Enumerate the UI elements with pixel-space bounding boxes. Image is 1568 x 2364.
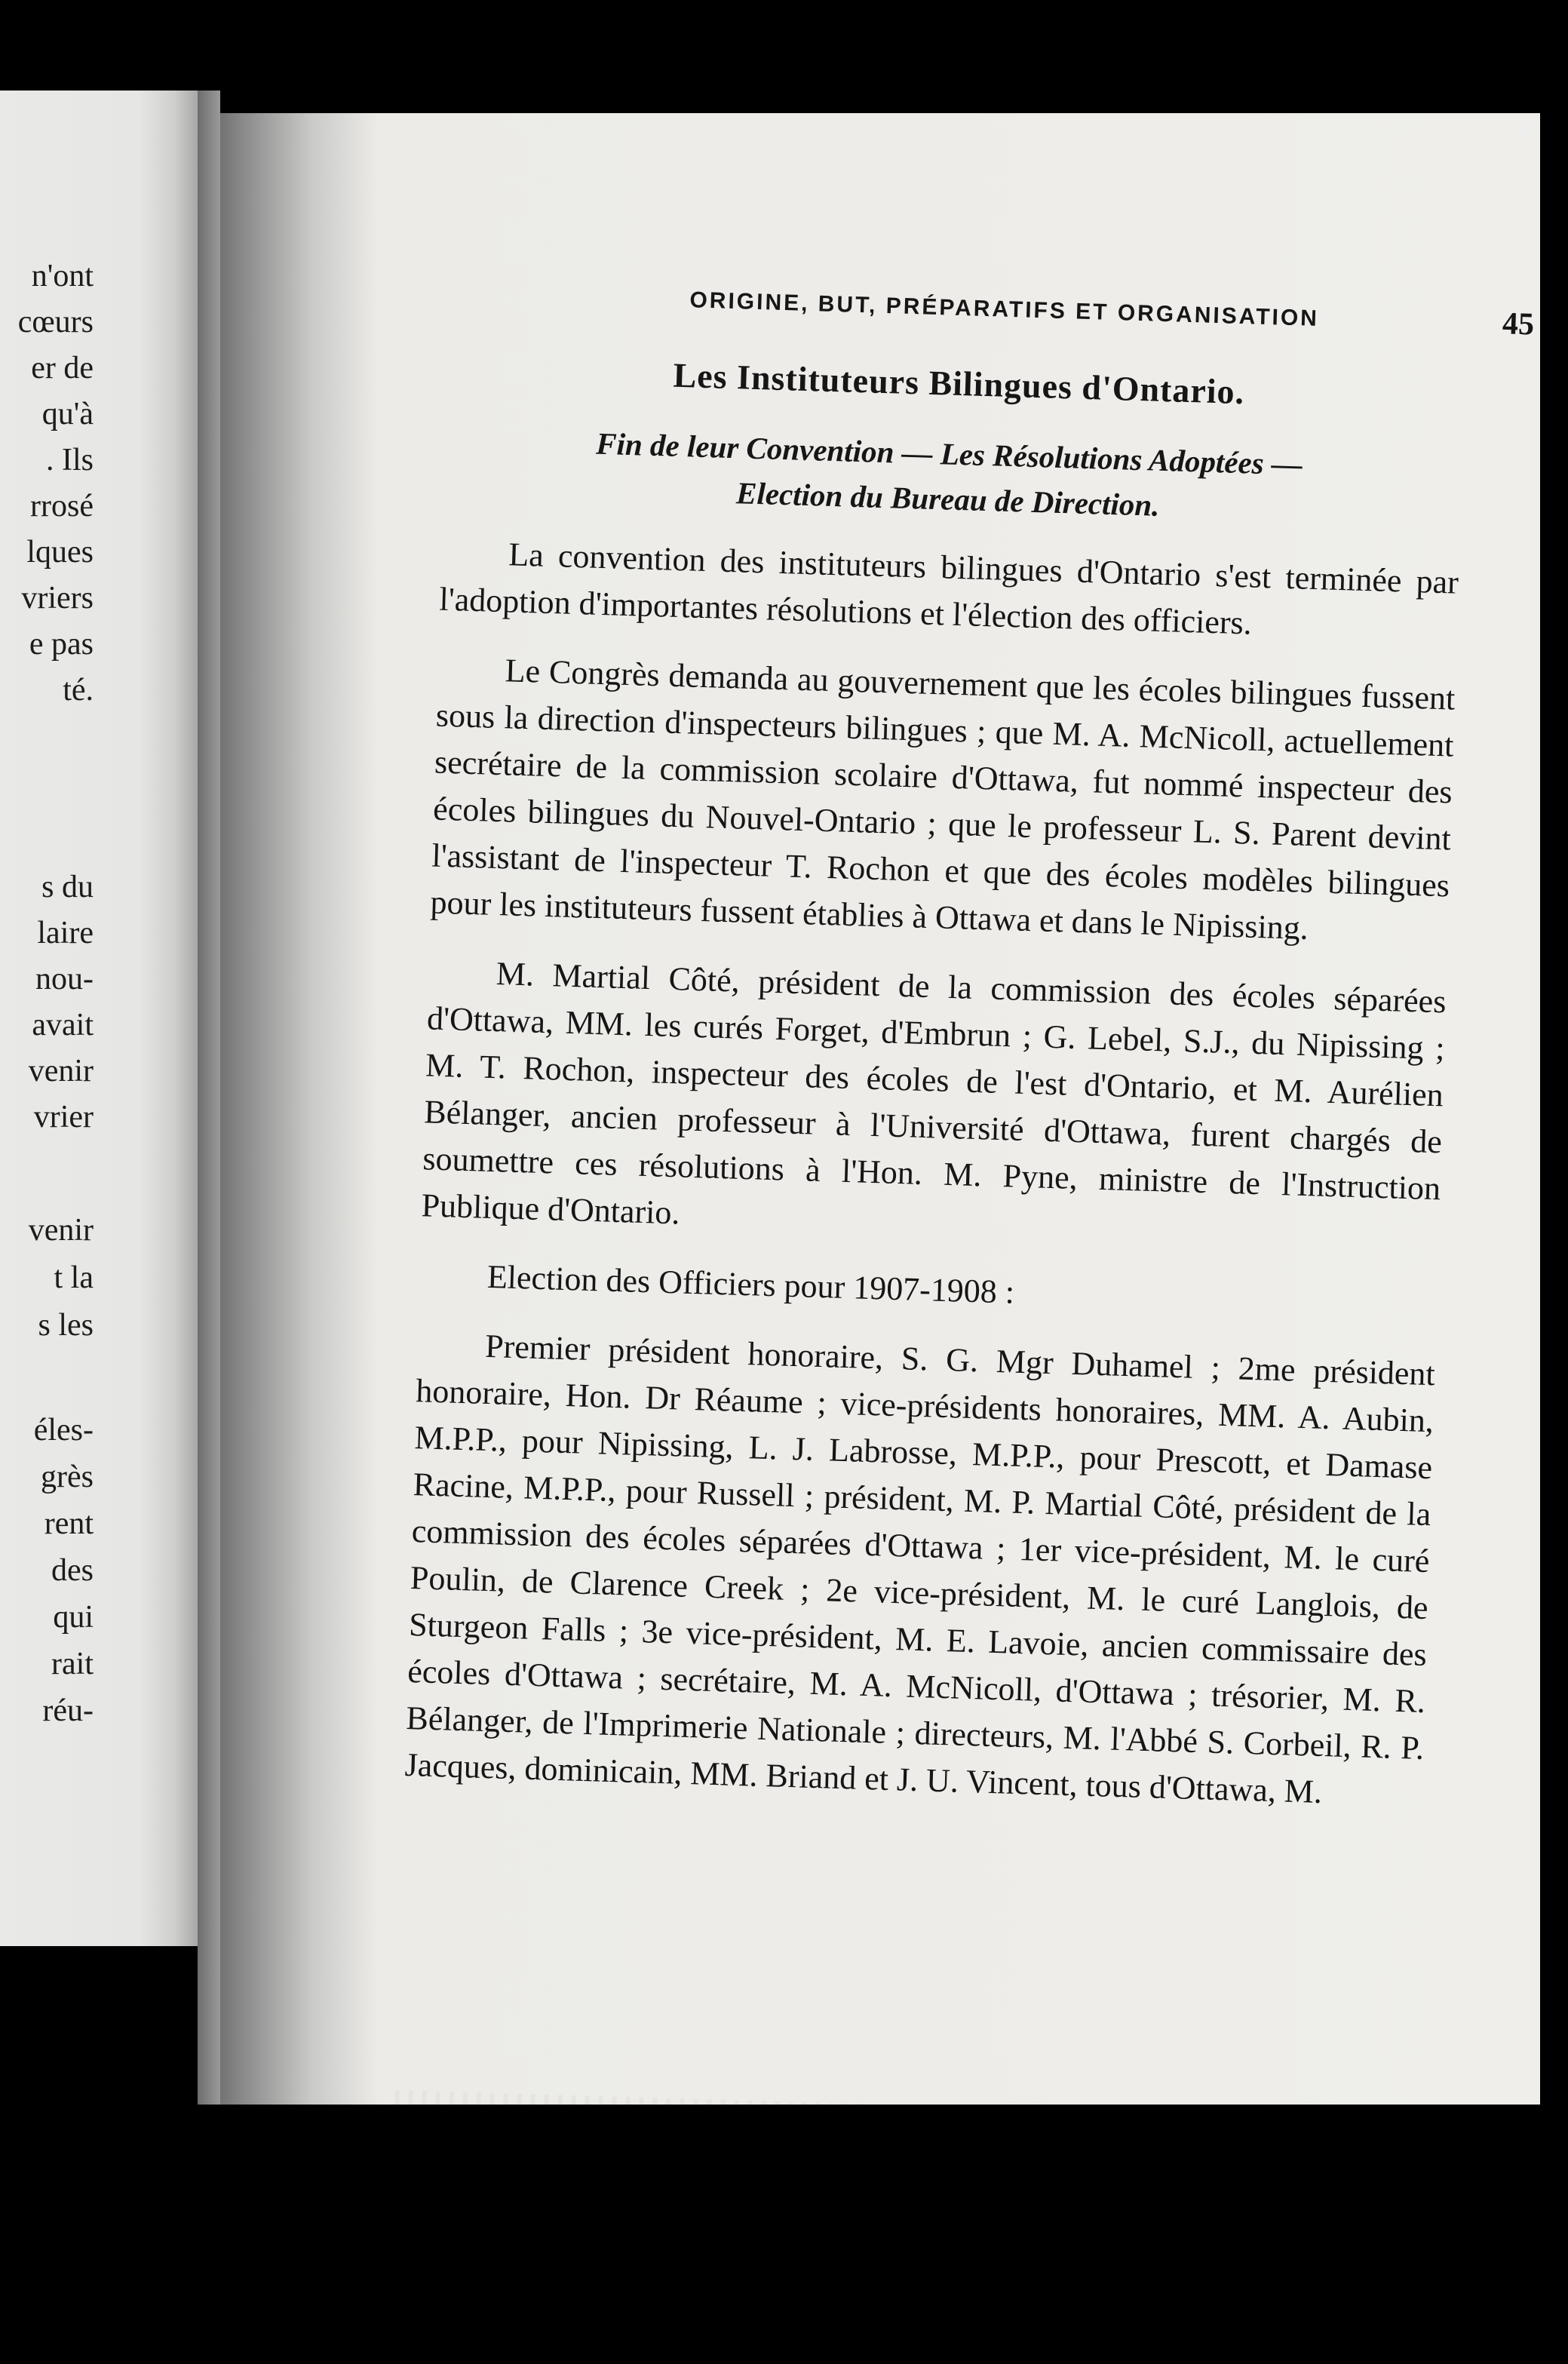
left-page-fragment: vriers [21, 581, 94, 616]
page-smudge [391, 2090, 1375, 2105]
left-page-fragment: avait [32, 1008, 94, 1042]
left-page-fragment: venir [28, 1054, 94, 1088]
article-title: Les Instituteurs Bilingues d'Ontario. [672, 355, 1245, 412]
left-page-fragment: er de [31, 351, 94, 385]
running-head: ORIGINE, BUT, PRÉPARATIFS ET ORGANISATION [689, 287, 1320, 332]
right-page [198, 113, 1540, 2105]
paragraph: Premier président honoraire, S. G. Mgr Duhamel ; 2me président honoraire, Hon. Dr Réaume ; vice-présidents honoraires, MM. A. Aubin, M.P.P., pour Nipissing, L. J. Labrosse, M.P.P., pour Prescott, et Damase Racine, M.P.P., pour Russell ; président, M. P. Martial Côté, président de la commission des écoles séparées d'Ottawa ; 1er vice-président, M. le curé Poulin, de Clarence Creek ; 2e vice-président, M. le curé Langlois, de Sturgeon Falls ; 3e vice-président, M. E. Lavoie, ancien commissaire des écoles d'Ottawa ; secrétaire, M. A. McNicoll, d'Ottawa ; trésorier, M. R. Bélanger, de l'Imprimerie Nationale ; directeurs, M. l'Abbé S. Corbeil, R. P. Jacques, dominicain, MM. Briand et J. U. Vincent, tous d'Ottawa, M. [404, 1327, 1436, 1811]
paragraph: Le Congrès demanda au gouvernement que les écoles bilingues fussent sous la direction d'inspecteurs bilingues ; que M. A. McNicoll, actuellement secrétaire de la commission scolaire d'Ottawa, fut nommé inspecteur des écoles bilingues du Nouvel-Ontario ; que le professeur L. S. Parent devint l'assistant de l'inspecteur T. Rochon et que des écoles modèles bilingues pour les instituteurs fussent établies à Ottawa et dans le Nipissing. [429, 652, 1456, 947]
left-page-fragment: qui [53, 1600, 94, 1635]
left-page-fragment: venir [28, 1213, 94, 1248]
page-number: 45 [1502, 306, 1535, 342]
left-page-fragment: t la [54, 1260, 94, 1295]
left-page-fragment: vrier [33, 1100, 94, 1134]
left-page-fragment: e pas [29, 627, 94, 662]
paragraph-heading: Election des Officiers pour 1907-1908 : [486, 1257, 1015, 1311]
left-page-fragment: n'ont [31, 259, 94, 293]
page-text [244, 113, 1535, 2105]
paragraph: La convention des instituteurs bilingues d'Ontario s'est terminée par l'adoption d'importantes résolutions et l'élection des officiers. [438, 536, 1459, 642]
subtitle-line: Election du Bureau de Direction. [735, 475, 1161, 523]
left-page-fragment: nou- [35, 962, 94, 996]
left-page-fragment: laire [37, 916, 94, 950]
speck [1520, 124, 1529, 138]
left-page-fragment: éles- [33, 1413, 94, 1448]
article-body [404, 530, 1459, 1841]
background [198, 2105, 1568, 2364]
left-page [0, 91, 198, 1946]
left-page-fragment: cœurs [17, 305, 94, 339]
left-page-fragment: lques [26, 535, 94, 570]
article-subtitle [472, 417, 1425, 536]
left-page-fragment: s les [38, 1308, 94, 1343]
paragraph: M. Martial Côté, président de la commission des écoles séparées d'Ottawa, MM. les curés Forget, d'Embrun ; G. Lebel, S.J., du Nipissing ; M. T. Rochon, inspecteur des écoles de l'est d'Ontario, et M. Aurélien Bélanger, ancien professeur à l'Université d'Ottawa, furent chargés de soumettre ces résolutions à l'Hon. M. Pyne, ministre de l'Instruction Publique d'Ontario. [421, 955, 1447, 1232]
left-page-fragment: rait [51, 1647, 94, 1681]
left-page-fragment: . Ils [46, 443, 94, 477]
left-page-fragment: té. [63, 673, 94, 708]
left-page-fragment: réu- [42, 1693, 94, 1728]
subtitle-line: Fin de leur Convention — Les Résolutions Adoptées — [595, 425, 1303, 482]
left-page-fragment: rrosé [30, 489, 94, 523]
left-page-fragment: qu'à [41, 397, 94, 431]
book-spine-shadow [198, 91, 220, 2127]
left-page-fragment: s du [41, 870, 94, 904]
left-page-fragment: des [51, 1553, 94, 1588]
left-page-fragment: grès [41, 1460, 94, 1494]
left-page-fragment: rent [44, 1506, 94, 1541]
